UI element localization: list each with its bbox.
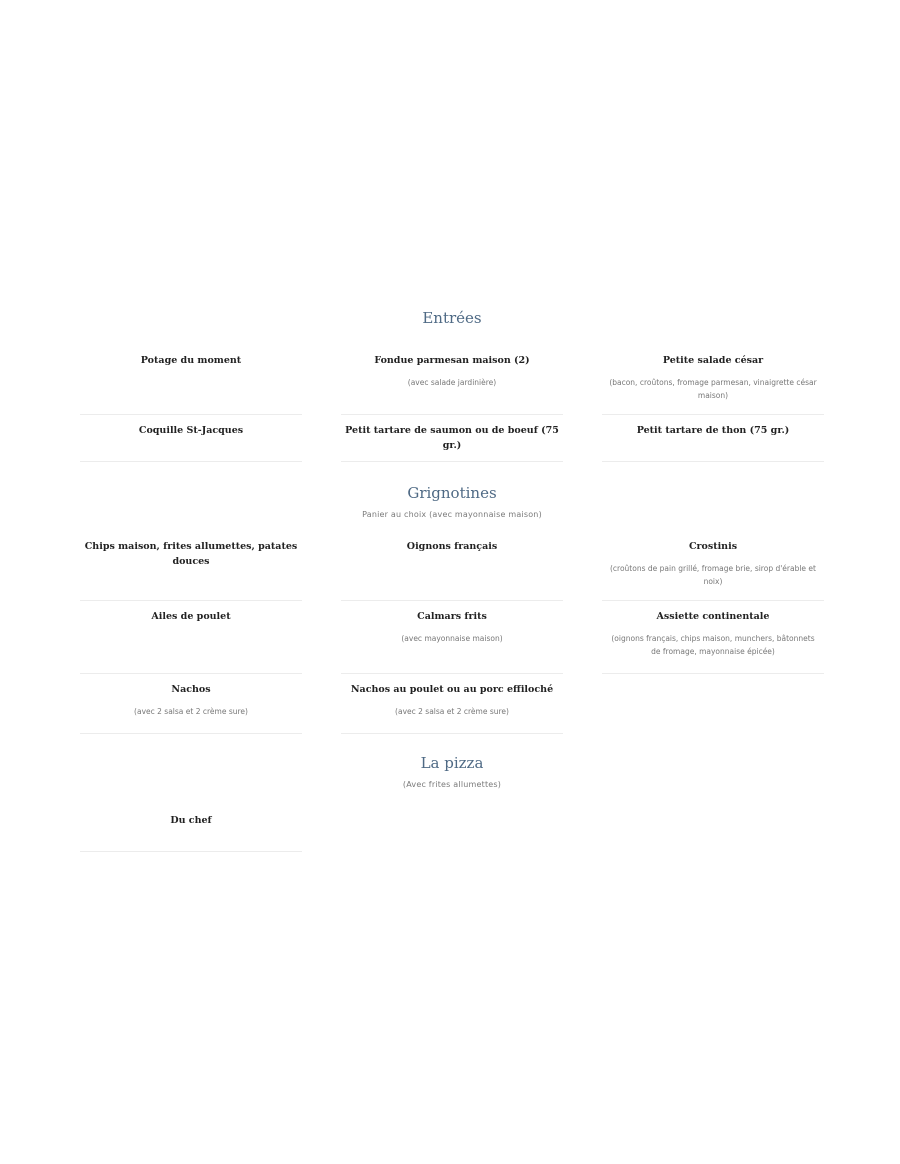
- item-name: Chips maison, frites allumettes, patates douces: [84, 541, 298, 567]
- menu-item: [80, 531, 302, 601]
- menu-item: [602, 345, 824, 415]
- item-name: Coquille St-Jacques: [138, 425, 244, 436]
- item-name: Fondue parmesan maison (2): [374, 355, 530, 366]
- item-name: Du chef: [170, 815, 212, 826]
- section-pizza: [80, 750, 824, 789]
- section-title: Entrées: [422, 309, 482, 327]
- menu-item: [341, 345, 563, 415]
- menu-item: [80, 601, 302, 674]
- item-name: Nachos: [171, 684, 211, 695]
- item-desc: (bacon, croûtons, fromage parmesan, vinaigrette césar maison): [609, 378, 817, 400]
- item-name: Oignons français: [406, 541, 498, 552]
- empty-cell: [602, 674, 824, 734]
- section-title: La pizza: [420, 754, 484, 772]
- menu: [80, 305, 824, 852]
- item-name: Crostinis: [688, 541, 738, 552]
- menu-item: [341, 531, 563, 601]
- item-name: Calmars frits: [417, 611, 487, 622]
- menu-item: [341, 415, 563, 462]
- section-subtitle: Panier au choix (avec mayonnaise maison): [362, 510, 542, 519]
- section-subtitle: (Avec frites allumettes): [402, 780, 502, 789]
- menu-item: [602, 531, 824, 601]
- grignotines-grid: [80, 531, 824, 734]
- item-name: Potage du moment: [140, 355, 242, 366]
- item-name: Ailes de poulet: [151, 611, 231, 622]
- menu-item: [80, 345, 302, 415]
- entrees-grid: [80, 345, 824, 462]
- menu-item: [602, 601, 824, 674]
- item-desc: (avec 2 salsa et 2 crème sure): [395, 707, 509, 716]
- section-grignotines: [80, 480, 824, 519]
- menu-item: [602, 415, 824, 462]
- menu-item: [80, 805, 302, 852]
- item-name: Nachos au poulet ou au porc effiloché: [350, 684, 554, 695]
- section-entrees: [80, 305, 824, 331]
- pizza-grid: [80, 805, 824, 852]
- menu-item: [80, 415, 302, 462]
- item-desc: (avec salade jardinière): [407, 378, 497, 387]
- menu-item: [341, 601, 563, 674]
- menu-item: [80, 674, 302, 734]
- item-name: Petit tartare de saumon ou de boeuf (75 gr.): [345, 425, 559, 451]
- item-name: Petite salade césar: [662, 355, 764, 366]
- section-title: Grignotines: [407, 484, 497, 502]
- item-desc: (avec 2 salsa et 2 crème sure): [134, 707, 248, 716]
- menu-item: [341, 674, 563, 734]
- item-desc: (oignons français, chips maison, munchers, bâtonnets de fromage, mayonnaise épicée): [611, 634, 815, 656]
- item-desc: (avec mayonnaise maison): [401, 634, 503, 643]
- item-name: Petit tartare de thon (75 gr.): [636, 425, 790, 436]
- item-desc: (croûtons de pain grillé, fromage brie, sirop d'érable et noix): [610, 564, 816, 586]
- item-name: Assiette continentale: [656, 611, 770, 622]
